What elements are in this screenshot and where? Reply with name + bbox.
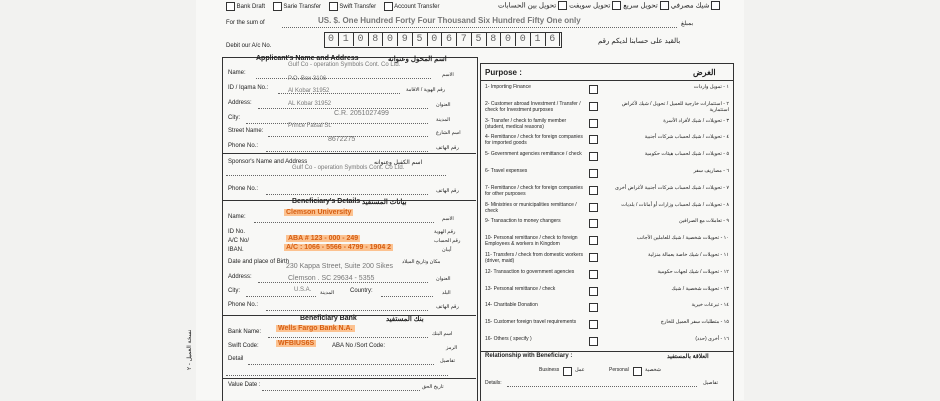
applicant-name-label-ar: الاسم — [442, 72, 454, 78]
applicant-street-value[interactable]: Prince Faisal St. — [288, 123, 332, 129]
account-digit[interactable]: 1 — [339, 33, 354, 46]
transfer-type-label-ar: تحويل سريع — [623, 2, 658, 10]
business-label-ar: عمل — [575, 367, 585, 373]
transfer-type-label-ar: تحويل سويفت — [569, 2, 611, 10]
purpose-checkbox[interactable] — [589, 152, 598, 161]
purpose-checkbox[interactable] — [589, 219, 598, 228]
purpose-checkbox[interactable] — [589, 119, 598, 128]
purpose-item-ar: ٩ - تعاملات مع الصرافين — [678, 218, 729, 225]
beneficiary-street-value[interactable]: 230 Kappa Street, Suite 200 Sikes — [286, 263, 394, 270]
beneficiary-name-label-ar: الاسم — [442, 216, 454, 222]
applicant-street-label-ar: اسم الشارع — [436, 130, 461, 136]
account-digit[interactable]: 0 — [383, 33, 398, 46]
purpose-item-en: 3- Transfer / check to family member (student, medical reasons) — [485, 117, 567, 130]
bank-title-ar: بنك المستفيد — [386, 316, 424, 323]
field-line — [268, 337, 428, 338]
beneficiary-address-value[interactable]: Clemson . SC 29634 - 5355 — [288, 275, 375, 282]
sum-line — [282, 27, 677, 28]
applicant-address-label-ar: العنوان — [436, 102, 451, 108]
bank-name-label-ar: اسم البنك — [432, 331, 453, 337]
checkbox-swift[interactable] — [329, 2, 338, 11]
applicant-street-label: Street Name: — [228, 128, 264, 134]
applicant-address-label: Address: — [228, 100, 252, 106]
detail-label: Detail — [228, 356, 244, 362]
field-line — [226, 375, 448, 376]
purpose-checkbox[interactable] — [589, 236, 598, 245]
account-digit[interactable]: 1 — [531, 33, 546, 46]
field-line — [226, 175, 446, 176]
sponsor-value[interactable]: Gulf Co - operation Symbols Cont. Co Ltd. — [292, 165, 405, 171]
debit-label: Debit our A/c No. — [226, 43, 272, 49]
purpose-item-en: 1- Importing Finance — [485, 84, 531, 90]
purpose-item-ar: ١ - تمويل واردات — [693, 84, 729, 90]
purpose-panel — [480, 63, 734, 401]
purpose-item-ar: ٧ - تحويلات / شيك لحساب شركات أجنبية لأغراض أخرى — [615, 184, 729, 191]
field-line — [258, 282, 428, 283]
transfer-type-label-ar: تحويل بين الحسابات — [498, 2, 557, 10]
purpose-item-ar: ١٤ - تبرعات خيرية — [691, 302, 729, 309]
field-line — [266, 151, 428, 152]
account-digit[interactable]: 8 — [368, 33, 383, 46]
beneficiary-dob-label: Date and place of Birth — [228, 259, 290, 265]
purpose-item-ar: ١٥ - متطلبات سفر العميل للخارج — [660, 319, 729, 326]
checkbox-ar-1[interactable] — [711, 1, 720, 10]
field-line — [507, 386, 697, 387]
account-digit[interactable]: 0 — [324, 33, 339, 46]
beneficiary-phone-label-ar: رقم الهاتف — [436, 304, 459, 310]
purpose-checkbox[interactable] — [589, 270, 598, 279]
field-line — [381, 296, 433, 297]
beneficiary-iban-label: IBAN. — [228, 247, 244, 253]
aba-label-ar: الرمز — [446, 345, 458, 351]
sum-label-ar: بمبلغ — [681, 21, 694, 27]
applicant-id-label: ID / Iqama No.: — [228, 85, 269, 91]
account-digit[interactable]: 0 — [354, 33, 369, 46]
purpose-checkbox[interactable] — [589, 135, 598, 144]
field-line — [258, 108, 428, 109]
purpose-item-en: 12- Transaction to government agencies — [485, 268, 575, 275]
beneficiary-ac-label: A/C No/ — [228, 238, 250, 244]
beneficiary-city-label-ar: المدينة — [320, 290, 335, 296]
field-line — [254, 222, 434, 223]
field-line — [266, 194, 428, 195]
beneficiary-name-value[interactable]: Clemson University — [286, 209, 352, 216]
account-digit[interactable]: 7 — [457, 33, 472, 46]
divider — [222, 378, 476, 379]
checkbox-account-transfer[interactable] — [384, 2, 393, 11]
relationship-label: Relationship with Beneficiary : — [485, 353, 573, 359]
applicant-phone-label: Phone No.: — [228, 143, 259, 149]
applicant-city-label: City: — [228, 115, 240, 121]
field-line — [266, 310, 428, 311]
personal-label-ar: شخصية — [645, 367, 661, 373]
applicant-phone-label-ar: رقم الهاتف — [436, 145, 459, 151]
detail-label-ar: تفاصيل — [440, 358, 455, 364]
transfer-type-row-ar — [498, 1, 740, 10]
applicant-address-value-1[interactable]: Al Kobar 31952 — [288, 88, 330, 94]
applicant-title-ar: اسم المحول وعنوانه — [388, 56, 447, 63]
sponsor-phone-label-ar: رقم الهاتف — [436, 188, 459, 194]
checkbox-ar-4[interactable] — [558, 1, 567, 10]
beneficiary-title-ar: بيانات المستفيد — [362, 199, 407, 206]
purpose-checkbox[interactable] — [589, 337, 598, 346]
purpose-item-en: 14- Charitable Donation — [485, 302, 538, 309]
purpose-checkbox[interactable] — [589, 203, 598, 212]
account-digit[interactable]: 5 — [413, 33, 428, 46]
transfer-type-label-ar: شيك مصرفي — [670, 2, 710, 10]
beneficiary-country-label: Country: — [350, 288, 373, 294]
relationship-label-ar: العلاقة بالمستفيد — [667, 354, 709, 360]
beneficiary-ac-label-ar: رقم الحساب — [434, 238, 461, 244]
purpose-item-en: 10- Personal remittance / check to foreign Employees & workers in Kingdom — [485, 235, 578, 248]
beneficiary-phone-label: Phone No.: — [228, 302, 259, 308]
bank-title: Beneficiary Bank — [300, 315, 357, 322]
transfer-type-row — [226, 2, 439, 11]
purpose-item-en: 2- Customer abroad Investment / Transfer / check for Investment purposes — [485, 100, 581, 113]
field-line — [246, 296, 316, 297]
transfer-type-label: Account Transfer — [394, 4, 440, 11]
divider — [222, 153, 476, 154]
checkbox-ar-3[interactable] — [612, 1, 621, 10]
divider — [481, 80, 733, 81]
transfer-type-label: Swift Transfer — [339, 4, 377, 11]
purpose-item-en: 9- Transaction to money changers — [485, 218, 561, 225]
checkbox-sarie[interactable] — [273, 2, 282, 11]
purpose-item-ar: ٤ - تحويلات / شيك لحساب شركات أجنبية — [644, 134, 729, 141]
account-digit[interactable]: 0 — [501, 33, 516, 46]
business-label: Business — [539, 367, 560, 373]
account-digit[interactable]: 0 — [427, 33, 442, 46]
debit-label-ar: بالقيد على حسابنا لديكم رقم — [598, 38, 681, 45]
beneficiary-title: Beneficiary's Details — [292, 198, 361, 205]
purpose-item-ar: ٥ - تحويلات / شيك لحساب هيئات حكومية — [644, 151, 729, 158]
applicant-title: Applicant's Name and Address — [256, 55, 359, 62]
beneficiary-iban-value[interactable]: A/C : 1066 - 5566 - 4799 - 1904 2 — [286, 244, 392, 251]
purpose-title-ar: الغرض — [693, 68, 716, 77]
purpose-item-ar: ٢ - استثمارات خارجية للعميل / تحويل / شيك لأغراض استثمارية — [621, 100, 729, 113]
account-digit[interactable]: 0 — [516, 33, 531, 46]
applicant-id-value[interactable]: P.O. Box 3106 — [288, 76, 327, 82]
swift-value[interactable]: WFBIUS6S — [278, 340, 315, 347]
purpose-item-en: 4- Remittance / check for foreign companies for imported goods — [485, 134, 583, 147]
account-digit[interactable]: 8 — [486, 33, 501, 46]
purpose-checkbox[interactable] — [589, 102, 598, 111]
purpose-title: Purpose : — [485, 68, 522, 77]
purpose-item-en: 15- Customer foreign travel requirements — [485, 319, 577, 326]
purpose-item-en: 8- Ministries or municipalities remittance / check — [485, 201, 577, 214]
account-digit[interactable]: 5 — [472, 33, 487, 46]
purpose-item-ar: ١١ - تحويلات / شيك خاصة بعمالة منزلية — [648, 252, 729, 258]
purpose-item-ar: ١٠ - تحويلات شخصية / شيك للعاملين الأجانب — [636, 235, 729, 242]
details-label: Details: — [485, 380, 502, 386]
personal-checkbox[interactable] — [633, 367, 642, 376]
purpose-item-en: 7- Remittance / check for foreign companies for other purposes — [485, 184, 583, 197]
field-line — [262, 390, 420, 391]
business-checkbox[interactable] — [563, 367, 572, 376]
purpose-item-en: 6- Travel expenses — [485, 168, 528, 174]
applicant-city-label-ar: المدينة — [436, 117, 451, 123]
applicant-address-value-2[interactable]: AL Kobar 31952 — [288, 101, 332, 107]
beneficiary-ac-value[interactable]: ABA # 123 - 000 - 249 — [288, 235, 359, 242]
applicant-name-label: Name: — [228, 70, 246, 76]
purpose-item-ar: ١٣ - تحويلات شخصية / شيك — [671, 285, 729, 292]
beneficiary-address-label: Address: — [228, 274, 252, 280]
divider — [481, 351, 733, 352]
purpose-item-ar: ٣ - تحويلات / شيك لأفراد الأسرة — [663, 117, 729, 124]
value-date-label: Value Date : — [228, 382, 261, 388]
account-digit[interactable]: 6 — [545, 33, 560, 46]
beneficiary-iban-label-ar: أيبان — [442, 247, 452, 253]
personal-label: Personal — [609, 367, 629, 373]
sponsor-title: Sponsor's Name and Address — [228, 159, 308, 165]
applicant-id-label-ar: رقم الهوية / الاقامة — [406, 87, 446, 93]
bank-name-value[interactable]: Wells Fargo Bank N.A. — [278, 325, 353, 332]
purpose-checkbox[interactable] — [589, 287, 598, 296]
purpose-item-ar: ٦ - مصاريف سفر — [693, 168, 729, 174]
purpose-item-en: 13- Personal remittance / check — [485, 285, 556, 292]
beneficiary-name-label: Name: — [228, 214, 246, 220]
purpose-item-en: 11- Transfers / check from domestic workers (driver, maid) — [485, 252, 583, 264]
checkbox-bank-draft[interactable] — [226, 2, 235, 11]
account-digit[interactable]: 9 — [398, 33, 413, 46]
beneficiary-country-label-ar: البلد — [442, 290, 451, 296]
purpose-checkbox[interactable] — [589, 85, 598, 94]
purpose-checkbox[interactable] — [589, 303, 598, 312]
purpose-item-ar: ٨ - تحويلات / شيك لحساب وزارات أو أمانات / بلديات — [621, 201, 729, 208]
transfer-type-label: Sarie Transfer — [283, 4, 322, 11]
purpose-item-en: 16- Others ( specify ) — [485, 336, 532, 342]
sponsor-title-ar: اسم الكفيل وعنوانه — [374, 160, 423, 166]
sum-label: For the sum of — [226, 20, 265, 26]
purpose-checkbox[interactable] — [589, 186, 598, 195]
applicant-city-value[interactable]: C.R. 2051027499 — [334, 110, 389, 117]
purpose-item-ar: ١٦ - أخرى (حدد) — [695, 336, 729, 342]
field-line — [256, 78, 431, 79]
value-date-label-ar: تاريخ الحق — [422, 384, 444, 390]
sum-amount[interactable]: US. $. One Hundred Forty Four Thousand Six Hundred Fifty One only — [318, 16, 581, 25]
applicant-name-value[interactable]: Gulf Co - operation Symbols Cont. Co Ltd. — [288, 62, 401, 68]
transfer-type-label: Bank Draft — [236, 4, 266, 11]
beneficiary-city-value[interactable]: U.S.A. — [294, 287, 312, 293]
checkbox-ar-2[interactable] — [660, 1, 669, 10]
beneficiary-city-label: City: — [228, 288, 240, 294]
purpose-checkbox[interactable] — [589, 253, 598, 262]
purpose-checkbox[interactable] — [589, 320, 598, 329]
beneficiary-address-label-ar: العنوان — [436, 276, 451, 282]
field-line — [246, 123, 428, 124]
purpose-checkbox[interactable] — [589, 169, 598, 178]
beneficiary-id-label: ID No. — [228, 229, 246, 235]
applicant-phone-value[interactable]: 8672275 — [328, 136, 356, 143]
purpose-item-en: 5- Government agencies remittance / check — [485, 151, 582, 158]
account-digit[interactable]: 6 — [442, 33, 457, 46]
bank-name-label: Bank Name: — [228, 329, 262, 335]
sponsor-phone-label: Phone No.: — [228, 186, 259, 192]
beneficiary-dob-label-ar: مكان وتاريخ الميلاد — [402, 259, 441, 265]
beneficiary-id-label-ar: رقم الهوية — [434, 229, 456, 235]
details-label-ar: تفاصيل — [703, 380, 718, 386]
swift-label: Swift Code: — [228, 343, 259, 349]
purpose-item-ar: ١٢ - تحويلات / شيك لجهات حكومية — [657, 268, 729, 275]
aba-label: ABA No /Sort Code: — [332, 343, 386, 349]
side-note: نسخة العميل - ٢ — [187, 329, 193, 370]
remittance-form — [187, 0, 744, 400]
field-line — [248, 364, 434, 365]
